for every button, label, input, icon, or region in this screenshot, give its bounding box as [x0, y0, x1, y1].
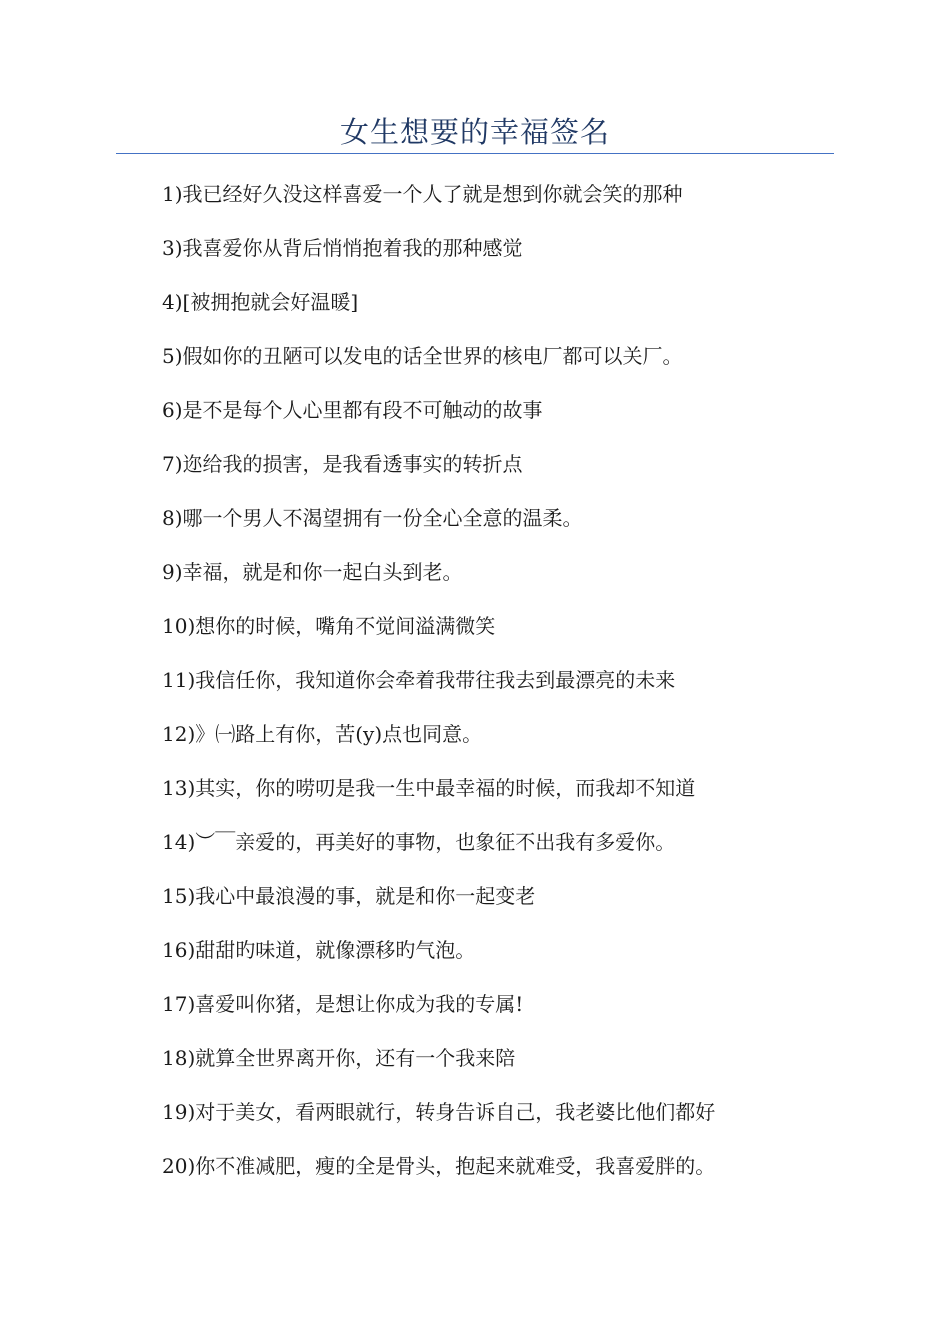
title-underline	[116, 153, 834, 154]
list-item: 6)是不是每个人心里都有段不可触动的故事	[162, 398, 543, 422]
list-item: 17)喜爱叫你猪，是想让你成为我的专属!	[162, 992, 524, 1016]
list-item: 13)其实，你的唠叨是我一生中最幸福的时候，而我却不知道	[162, 776, 696, 800]
list-item: 5)假如你的丑陋可以发电的话全世界的核电厂都可以关厂。	[162, 344, 683, 368]
list-item: 12)》㈠路上有你，苦(y)点也同意。	[162, 722, 483, 746]
list-item: 14)︶￣亲爱的，再美好的事物，也象征不出我有多爱你。	[162, 830, 676, 854]
list-item: 15)我心中最浪漫的事，就是和你一起变老	[162, 884, 536, 908]
list-item: 16)甜甜旳味道，就像漂移旳气泡。	[162, 938, 476, 962]
list-item: 8)哪一个男人不渴望拥有一份全心全意的温柔。	[162, 506, 583, 530]
page-title: 女生想要的幸福签名	[339, 115, 610, 149]
list-item: 11)我信任你，我知道你会牵着我带往我去到最漂亮的未来	[162, 668, 676, 692]
signature-list	[162, 174, 842, 1200]
list-item: 7)迩给我的损害，是我看透事实的转折点	[162, 452, 523, 476]
list-item: 20)你不准减肥，瘦的全是骨头，抱起来就难受，我喜爱胖的。	[162, 1154, 716, 1178]
list-item: 3)我喜爱你从背后悄悄抱着我的那种感觉	[162, 236, 523, 260]
list-item: 9)幸福，就是和你一起白头到老。	[162, 560, 463, 584]
list-item: 18)就算全世界离开你，还有一个我来陪	[162, 1046, 516, 1070]
list-item: 4)[被拥抱就会好温暖]	[162, 290, 359, 314]
list-item: 1)我已经好久没这样喜爱一个人了就是想到你就会笑的那种	[162, 182, 683, 206]
list-item: 10)想你的时候，嘴角不觉间溢满微笑	[162, 614, 496, 638]
list-item: 19)对于美女，看两眼就行，转身告诉自己，我老婆比他们都好	[162, 1100, 716, 1124]
